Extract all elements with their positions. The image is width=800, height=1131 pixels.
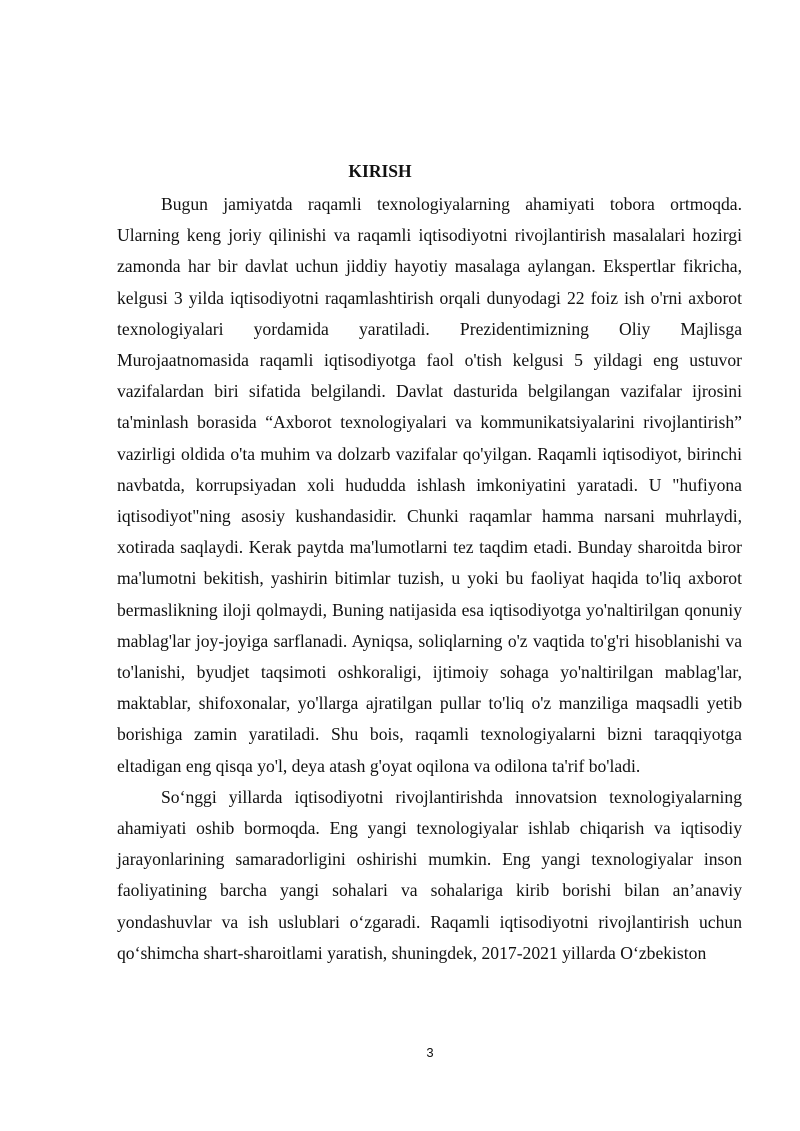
page-number: 3: [426, 1045, 434, 1060]
section-heading: KIRISH: [348, 161, 412, 181]
paragraph-2: So‘nggi yillarda iqtisodiyotni rivojlantirishda innovatsion texnologiyalarning ahamiyati oshib bormoqda. Eng yangi texnologiyalar ishlab chiqarish va iqtisodiy jarayonlarining samaradorligini oshirishi mumkin. Eng yangi texnologiyalar inson faoliyatining barcha yangi sohalari va sohalariga kirib borishi bilan an’anaviy yondashuvlar va ish uslublari o‘zgaradi. Raqamli iqtisodiyotni rivojlantirish uchun qo‘shimcha shart-sharoitlami yaratish, shuningdek, 2017-2021 yillarda O‘zbekiston: [117, 786, 742, 963]
paragraph-1: Bugun jamiyatda raqamli texnologiyalarning ahamiyati tobora ortmoqda. Ularning keng joriy qilinishi va raqamli iqtisodiyotni rivojlantirish masalalari hozirgi zamonda har bir davlat uchun jiddiy hayotiy masalaga aylangan. Ekspertlar fikricha, kelgusi 3 yilda iqtisodiyotni raqamlashtirish orqali dunyodagi 22 foiz ish o'rni axborot texnologiyalari yordamida yaratiladi. Prezidentimizning Oliy Majlisga Murojaatnomasida raqamli iqtisodiyotga faol o'tish kelgusi 5 yildagi eng ustuvor vazifalardan biri sifatida belgilandi. Davlat dasturida belgilangan vazifalar ijrosini ta'minlash borasida “Axborot texnologiyalari va kommunikatsiyalarini rivojlantirish” vazirligi oldida o'ta muhim va dolzarb vazifalar qo'yilgan. Raqamli iqtisodiyot, birinchi navbatda, korrupsiyadan xoli hududda ishlash imkoniyatini yaratadi. U "hufiyona iqtisodiyot"ning asosiy kushandasidir. Chunki raqamlar hamma narsani muhrlaydi, xotirada saqlaydi. Kerak paytda ma'lumotlarni tez taqdim etadi. Bunday sharoitda biror ma'lumotni bekitish, yashirin bitimlar tuzish, u yoki bu faoliyat haqida to'liq axborot bermaslikning iloji qolmaydi, Buning natijasida esa iqtisodiyotga yo'naltirilgan qonuniy mablag'lar joy-joyiga sarflanadi. Ayniqsa, soliqlarning o'z vaqtida to'g'ri hisoblanishi va to'lanishi, byudjet taqsimoti oshkoraligi, ijtimoiy sohaga yo'naltirilgan mablag'lar, maktablar, shifoxonalar, yo'llarga ajratilgan pullar to'liq o'z manziliga maqsadli yetib borishiga zamin yaratiladi. Shu bois, raqamli texnologiyalarni bizni taraqqiyotga eltadigan eng qisqa yo'l, deya atash g'oyat oqilona va odilona ta'rif bo'ladi.: [117, 194, 742, 776]
body-text: [117, 189, 742, 969]
